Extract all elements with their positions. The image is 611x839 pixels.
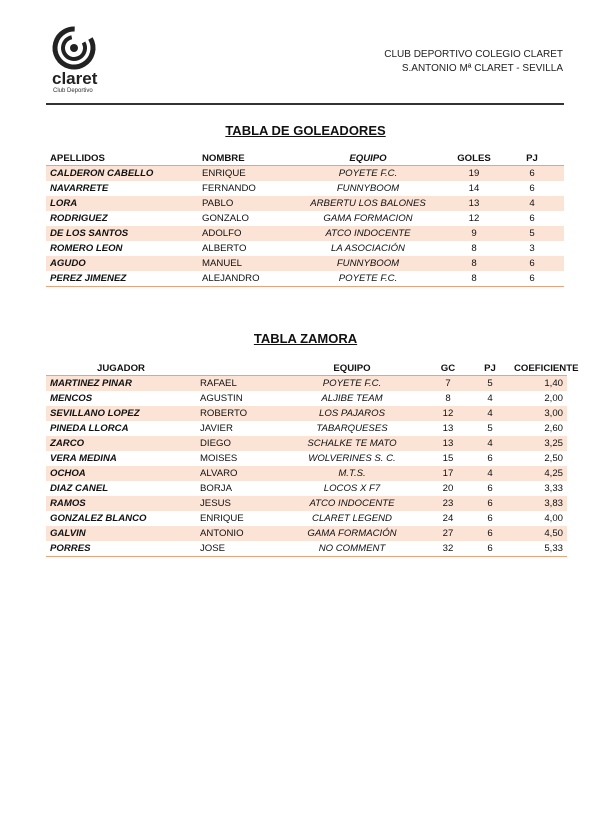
cell-apellidos: PEREZ JIMENEZ — [46, 271, 198, 287]
cell-equipo: LOS PAJAROS — [278, 406, 426, 421]
goleadores-table — [46, 151, 564, 287]
cell-apellidos: AGUDO — [46, 256, 198, 271]
cell-gc: 24 — [442, 513, 454, 524]
cell-goles: 12 — [468, 213, 480, 224]
table-row — [46, 406, 567, 421]
cell-gc: 15 — [442, 453, 454, 464]
cell-equipo: FUNNYBOOM — [288, 256, 448, 271]
club-info — [384, 48, 563, 76]
cell-pj: 6 — [500, 271, 564, 287]
cell-nombre: MANUEL — [198, 256, 288, 271]
cell-pj: 6 — [487, 483, 493, 494]
cell-jugador: RAMOS — [46, 496, 196, 511]
cell-pj: 4 — [470, 406, 510, 421]
table-row — [46, 496, 567, 511]
cell-goles: 14 — [468, 183, 480, 194]
cell-coeficiente: 2,50 — [544, 453, 563, 464]
claret-logo-icon — [50, 26, 106, 72]
cell-pj: 6 — [470, 526, 510, 541]
cell-nombre: JAVIER — [200, 423, 233, 434]
cell-coeficiente: 4,50 — [510, 526, 567, 541]
cell-jugador: SEVILLANO LOPEZ — [46, 406, 196, 421]
cell-pj: 4 — [500, 196, 564, 211]
club-name: CLUB DEPORTIVO COLEGIO CLARET — [384, 49, 563, 60]
col-coeficiente: COEFICIENTE — [510, 361, 567, 376]
table-row — [46, 391, 567, 406]
col-pj: PJ — [500, 151, 564, 166]
logo-subtitle: Club Deportivo — [53, 88, 93, 94]
cell-nombre: GONZALO — [202, 213, 249, 224]
cell-jugador: DIAZ CANEL — [50, 483, 109, 494]
cell-gc: 20 — [442, 483, 454, 494]
col-pj: PJ — [470, 361, 510, 376]
cell-equipo: SCHALKE TE MATO — [278, 436, 426, 451]
cell-goles: 8 — [448, 256, 500, 271]
cell-equipo: GAMA FORMACIÓN — [278, 526, 426, 541]
cell-equipo: NO COMMENT — [278, 541, 426, 557]
col-goles: GOLES — [448, 151, 500, 166]
cell-jugador: GONZALEZ BLANCO — [50, 513, 147, 524]
table-row — [46, 466, 567, 481]
cell-pj: 6 — [470, 496, 510, 511]
table-row — [46, 166, 564, 182]
cell-coeficiente: 2,00 — [544, 393, 563, 404]
cell-equipo: WOLVERINES S. C. — [308, 453, 396, 464]
cell-nombre: FERNANDO — [202, 183, 256, 194]
cell-pj: 6 — [487, 453, 493, 464]
cell-goles: 13 — [448, 196, 500, 211]
col-nombre — [196, 361, 278, 376]
cell-jugador: PINEDA LLORCA — [50, 423, 129, 434]
cell-coeficiente: 2,60 — [544, 423, 563, 434]
col-equipo: EQUIPO — [288, 151, 448, 166]
cell-gc: 32 — [426, 541, 470, 557]
table-row — [46, 451, 567, 466]
table-row — [46, 541, 567, 557]
cell-nombre: MOISES — [200, 453, 238, 464]
cell-equipo: ALJIBE TEAM — [321, 393, 383, 404]
cell-equipo: GAMA FORMACION — [323, 213, 413, 224]
cell-apellidos: DE LOS SANTOS — [46, 226, 198, 241]
table-row — [46, 421, 567, 436]
table-row — [46, 526, 567, 541]
table-row — [46, 376, 567, 392]
logo-wordmark: claret — [52, 69, 98, 88]
cell-jugador: VERA MEDINA — [50, 453, 117, 464]
cell-gc: 12 — [426, 406, 470, 421]
cell-goles: 8 — [448, 271, 500, 287]
table-row — [46, 226, 564, 241]
table-header-row — [46, 361, 567, 376]
cell-equipo: POYETE F.C. — [288, 271, 448, 287]
cell-nombre: BORJA — [200, 483, 232, 494]
cell-jugador: MARTINEZ PINAR — [46, 376, 196, 392]
cell-nombre: JESUS — [196, 496, 278, 511]
cell-jugador: ZARCO — [46, 436, 196, 451]
cell-goles: 19 — [448, 166, 500, 182]
goleadores-title: TABLA DE GOLEADORES — [225, 123, 386, 138]
cell-pj: 6 — [470, 541, 510, 557]
cell-apellidos: ROMERO LEON — [50, 243, 123, 254]
col-jugador: JUGADOR — [46, 361, 196, 376]
cell-gc: 13 — [426, 436, 470, 451]
cell-pj: 4 — [470, 466, 510, 481]
cell-jugador: OCHOA — [46, 466, 196, 481]
table-row — [46, 241, 564, 256]
table-header-row — [46, 151, 564, 166]
cell-pj: 6 — [500, 256, 564, 271]
cell-equipo: FUNNYBOOM — [336, 183, 400, 194]
cell-jugador: MENCOS — [50, 393, 93, 404]
cell-nombre: PABLO — [198, 196, 288, 211]
cell-nombre: ALVARO — [196, 466, 278, 481]
cell-nombre: JOSE — [196, 541, 278, 557]
cell-coeficiente: 3,33 — [544, 483, 563, 494]
cell-nombre: ENRIQUE — [198, 166, 288, 182]
cell-equipo: POYETE F.C. — [278, 376, 426, 392]
cell-equipo: M.T.S. — [278, 466, 426, 481]
col-gc: GC — [426, 361, 470, 376]
cell-equipo: ATCO INDOCENTE — [278, 496, 426, 511]
cell-nombre: DIEGO — [196, 436, 278, 451]
cell-pj: 5 — [470, 376, 510, 392]
col-apellidos: APELLIDOS — [46, 151, 198, 166]
cell-coeficiente: 3,83 — [510, 496, 567, 511]
table-row — [46, 271, 564, 287]
cell-equipo: TABARQUESES — [316, 423, 388, 434]
cell-gc: 23 — [426, 496, 470, 511]
cell-pj: 3 — [529, 243, 535, 254]
cell-jugador: PORRES — [46, 541, 196, 557]
cell-apellidos: RODRIGUEZ — [50, 213, 108, 224]
cell-nombre: AGUSTIN — [200, 393, 243, 404]
cell-coeficiente: 1,40 — [510, 376, 567, 392]
club-address: S.ANTONIO Mª CLARET - SEVILLA — [401, 63, 563, 74]
cell-jugador: GALVIN — [46, 526, 196, 541]
zamora-table — [46, 361, 579, 557]
cell-gc: 17 — [426, 466, 470, 481]
table-row — [46, 196, 564, 211]
table-row — [46, 256, 564, 271]
cell-nombre: ALEJANDRO — [198, 271, 288, 287]
table-row — [46, 511, 567, 526]
cell-pj: 6 — [529, 213, 535, 224]
table-row — [46, 211, 564, 226]
cell-equipo: LOCOS X F7 — [323, 483, 381, 494]
cell-pj: 5 — [487, 423, 493, 434]
cell-nombre: ANTONIO — [196, 526, 278, 541]
cell-coeficiente: 4,00 — [544, 513, 563, 524]
col-nombre: NOMBRE — [198, 151, 288, 166]
cell-equipo: POYETE F.C. — [288, 166, 448, 182]
cell-goles: 8 — [471, 243, 477, 254]
cell-pj: 6 — [529, 183, 535, 194]
cell-equipo: CLARET LEGEND — [312, 513, 392, 524]
cell-equipo: LA ASOCIACIÓN — [331, 243, 405, 254]
cell-pj: 4 — [470, 436, 510, 451]
cell-pj: 5 — [500, 226, 564, 241]
cell-coeficiente: 3,00 — [510, 406, 567, 421]
table-row — [46, 436, 567, 451]
cell-gc: 13 — [442, 423, 454, 434]
club-logo — [50, 26, 108, 98]
table-row — [46, 181, 564, 196]
cell-pj: 6 — [487, 513, 493, 524]
cell-nombre: ENRIQUE — [200, 513, 244, 524]
cell-apellidos: NAVARRETE — [50, 183, 109, 194]
cell-gc: 7 — [426, 376, 470, 392]
cell-pj: 4 — [487, 393, 493, 404]
cell-gc: 8 — [445, 393, 451, 404]
cell-pj: 6 — [500, 166, 564, 182]
cell-nombre: ALBERTO — [202, 243, 247, 254]
cell-coeficiente: 4,25 — [510, 466, 567, 481]
table-row — [46, 481, 567, 496]
col-equipo: EQUIPO — [278, 361, 426, 376]
cell-equipo: ARBERTU LOS BALONES — [288, 196, 448, 211]
header-divider — [46, 103, 564, 105]
cell-apellidos: CALDERON CABELLO — [46, 166, 198, 182]
cell-gc: 27 — [426, 526, 470, 541]
cell-equipo: ATCO INDOCENTE — [288, 226, 448, 241]
cell-nombre: ADOLFO — [198, 226, 288, 241]
cell-goles: 9 — [448, 226, 500, 241]
cell-coeficiente: 5,33 — [510, 541, 567, 557]
cell-coeficiente: 3,25 — [510, 436, 567, 451]
cell-apellidos: LORA — [46, 196, 198, 211]
cell-nombre: RAFAEL — [196, 376, 278, 392]
zamora-title: TABLA ZAMORA — [253, 331, 358, 346]
cell-nombre: ROBERTO — [196, 406, 278, 421]
